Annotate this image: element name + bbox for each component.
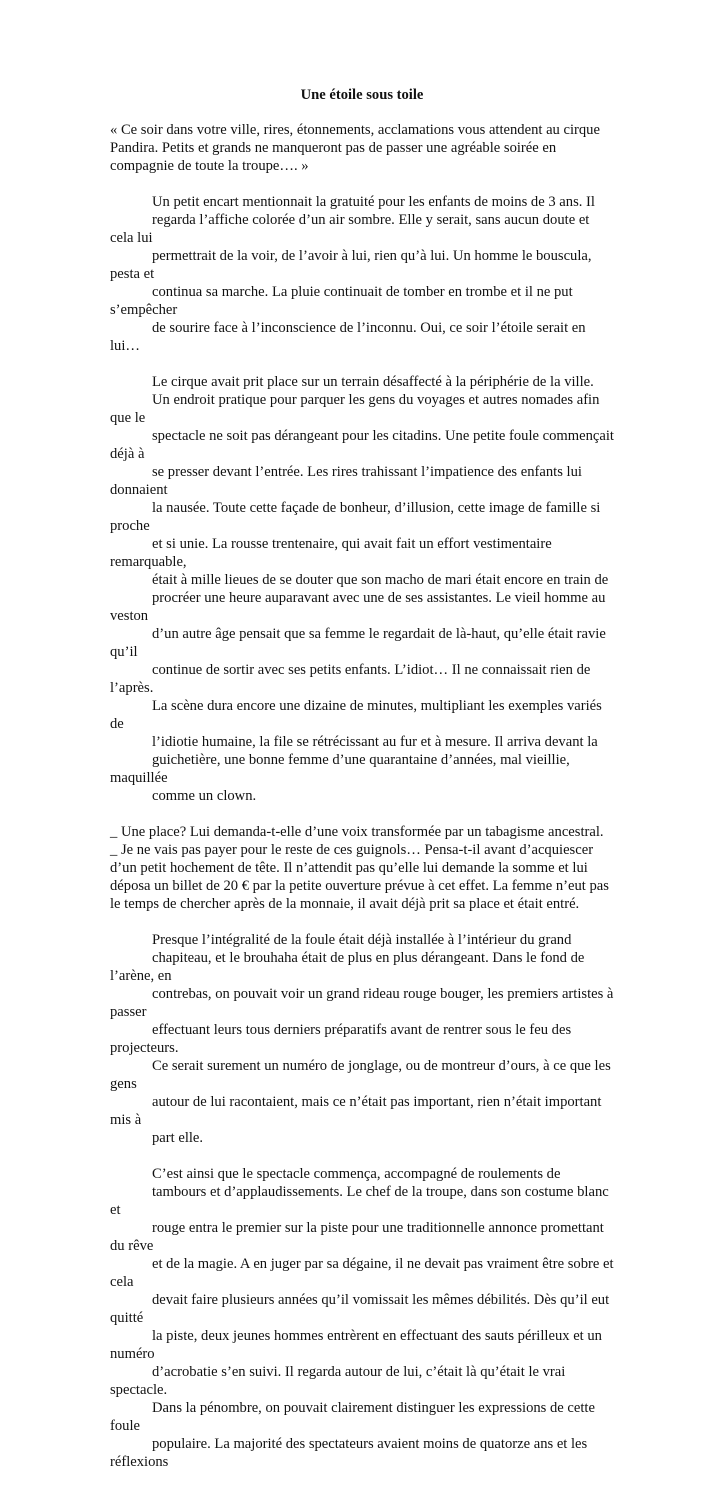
text-line: _ Je ne vais pas payer pour le reste de ces guignols… Pensa-t-il avant d’acquiescer	[110, 842, 594, 858]
paragraph	[110, 1165, 614, 1471]
paragraph	[110, 823, 614, 913]
text-line: devait faire plusieurs années qu’il vomissait les mêmes débilités. Dès qu’il eut quitté	[110, 1292, 610, 1326]
document-page	[110, 86, 614, 1489]
text-line: la piste, deux jeunes hommes entrèrent en effectuant des sauts périlleux et un numéro	[110, 1328, 602, 1362]
paragraph	[110, 121, 614, 175]
text-line: continue de sortir avec ses petits enfants. L’idiot… Il ne connaissait rien de l’après.	[110, 662, 591, 696]
text-line: l’idiotie humaine, la file se rétrécissant au fur et à mesure. Il arriva devant la	[152, 734, 598, 750]
document-body	[110, 121, 614, 1471]
text-line: le temps de chercher après de la monnaie, il avait déjà prit sa place et était entré.	[110, 896, 580, 912]
text-line: d’un petit hochement de tête. Il n’attendit pas qu’elle lui demande la somme et lui	[110, 860, 588, 876]
text-line: se presser devant l’entrée. Les rires trahissant l’impatience des enfants lui donnaient	[110, 464, 582, 498]
text-line: la nausée. Toute cette façade de bonheur, d’illusion, cette image de famille si proche	[110, 500, 601, 534]
text-line: compagnie de toute la troupe…. »	[110, 158, 309, 174]
text-line: Le cirque avait prit place sur un terrain désaffecté à la périphérie de la ville.	[152, 374, 594, 390]
text-line: chapiteau, et le brouhaha était de plus en plus dérangeant. Dans le fond de l’arène, en	[110, 950, 585, 984]
text-line: « Ce soir dans votre ville, rires, étonnements, acclamations vous attendent au cirque	[110, 122, 600, 138]
text-line: Ce serait surement un numéro de jonglage, ou de montreur d’ours, à ce que les gens	[110, 1058, 611, 1092]
text-line: Un petit encart mentionnait la gratuité pour les enfants de moins de 3 ans. Il	[152, 194, 595, 210]
text-line: était à mille lieues de se douter que son macho de mari était encore en train de	[152, 572, 609, 588]
text-line: effectuant leurs tous derniers préparatifs avant de rentrer sous le feu des projecteurs.	[110, 1022, 572, 1056]
text-line: autour de lui racontaient, mais ce n’était pas important, rien n’était important mis à	[110, 1094, 602, 1128]
text-line: d’acrobatie s’en suivi. Il regarda autour de lui, c’était là qu’était le vrai spectacle.	[110, 1364, 566, 1398]
document-title: Une étoile sous toile	[300, 87, 424, 103]
text-line: déposa un billet de 20 € par la petite ouverture prévue à cet effet. La femme n’eut pas	[110, 878, 609, 894]
text-line: regarda l’affiche colorée d’un air sombre. Elle y serait, sans aucun doute et cela lui	[110, 212, 590, 246]
text-line: tambours et d’applaudissements. Le chef de la troupe, dans son costume blanc et	[110, 1184, 609, 1218]
text-line: Pandira. Petits et grands ne manqueront pas de passer une agréable soirée en	[110, 140, 557, 156]
text-line: de sourire face à l’inconscience de l’inconnu. Oui, ce soir l’étoile serait en lui…	[110, 320, 586, 354]
text-line: continua sa marche. La pluie continuait de tomber en trombe et il ne put s’empêcher	[110, 284, 573, 318]
text-line: Un endroit pratique pour parquer les gens du voyages et autres nomades afin que le	[110, 392, 600, 426]
text-line: permettrait de la voir, de l’avoir à lui, rien qu’à lui. Un homme le bouscula, pesta et	[110, 248, 592, 282]
text-line: _ Une place? Lui demanda-t-elle d’une voix transformée par un tabagisme ancestral.	[110, 824, 604, 840]
text-line: populaire. La majorité des spectateurs avaient moins de quatorze ans et les réflexions	[110, 1436, 588, 1470]
text-line: procréer une heure auparavant avec une de ses assistantes. Le vieil homme au veston	[110, 590, 606, 624]
text-line: Dans la pénombre, on pouvait clairement distinguer les expressions de cette foule	[110, 1400, 595, 1434]
text-line: rouge entra le premier sur la piste pour une traditionnelle annonce promettant du rêve	[110, 1220, 604, 1254]
text-line: d’un autre âge pensait que sa femme le regardait de là-haut, qu’elle était ravie qu’il	[110, 626, 606, 660]
paragraph	[110, 373, 614, 805]
text-line: La scène dura encore une dizaine de minutes, multipliant les exemples variés de	[110, 698, 602, 732]
text-line: Presque l’intégralité de la foule était déjà installée à l’intérieur du grand	[152, 932, 572, 948]
text-line: comme un clown.	[152, 788, 257, 804]
text-line: guichetière, une bonne femme d’une quarantaine d’années, mal vieillie, maquillée	[110, 752, 570, 786]
paragraph	[110, 193, 614, 355]
text-line: contrebas, on pouvait voir un grand rideau rouge bouger, les premiers artistes à passer	[110, 986, 614, 1020]
paragraph	[110, 931, 614, 1147]
text-line: spectacle ne soit pas dérangeant pour les citadins. Une petite foule commençait déjà à	[110, 428, 614, 462]
text-line: et si unie. La rousse trentenaire, qui avait fait un effort vestimentaire remarquable,	[110, 536, 552, 570]
text-line: C’est ainsi que le spectacle commença, accompagné de roulements de	[152, 1166, 561, 1182]
text-line: et de la magie. A en juger par sa dégaine, il ne devait pas vraiment être sobre et cela	[110, 1256, 614, 1290]
text-line: part elle.	[152, 1130, 204, 1146]
